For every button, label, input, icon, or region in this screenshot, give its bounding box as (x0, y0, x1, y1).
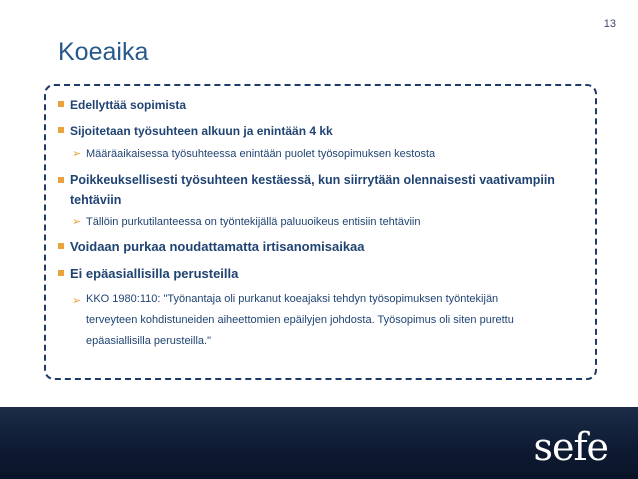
bullet-item (58, 265, 630, 283)
square-bullet-icon (58, 127, 64, 133)
footer-bar (0, 407, 638, 479)
sub-bullet-text: epäasiallisilla perusteilla." (86, 335, 211, 347)
arrow-bullet-icon: ➢ (72, 216, 82, 228)
sub-bullet-text: Määräaikaisessa työsuhteessa enintään puolet työsopimuksen kestosta (86, 148, 436, 160)
square-bullet-icon (58, 243, 64, 249)
sub-bullet-text: Tällöin purkutilanteessa on työntekijällä paluuoikeus entisiin tehtäviin (86, 216, 421, 228)
bullet-text: Voidaan purkaa noudattamatta irtisanomisaikaa (70, 239, 365, 254)
bullet-text: Poikkeuksellisesti työsuhteen kestäessä, kun siirrytään olennaisesti vaativampiin (70, 173, 555, 187)
slide-title: Koeaika (58, 38, 149, 66)
bullet-list (58, 96, 630, 352)
bullet-item (58, 122, 630, 140)
square-bullet-icon (58, 270, 64, 276)
sub-bullet-item (58, 146, 630, 162)
bullet-item (58, 96, 630, 114)
sub-bullet-item (58, 289, 630, 352)
sub-bullet-item (58, 214, 630, 230)
bullet-item (58, 238, 630, 256)
square-bullet-icon (58, 101, 64, 107)
sub-bullet-text: KKO 1980:110: "Työnantaja oli purkanut koeajaksi tehdyn työsopimuksen työntekijän (86, 293, 499, 305)
arrow-bullet-icon: ➢ (72, 295, 82, 307)
slide-number: 13 (603, 18, 616, 30)
sefe-logo: sefe (533, 425, 608, 469)
arrow-bullet-icon: ➢ (72, 148, 82, 160)
square-bullet-icon (58, 177, 64, 183)
sub-bullet-text: terveyteen kohdistuneiden aiheettomien epäilyjen johdosta. Työsopimus oli siten purettu (86, 314, 514, 326)
bullet-item (58, 170, 630, 210)
bullet-text: Ei epäasiallisilla perusteilla (70, 266, 239, 281)
bullet-text: Edellyttää sopimista (70, 98, 187, 112)
bullet-text: Sijoitetaan työsuhteen alkuun ja enintään 4 kk (70, 124, 333, 138)
bullet-text-continued: tehtäviin (70, 193, 122, 207)
